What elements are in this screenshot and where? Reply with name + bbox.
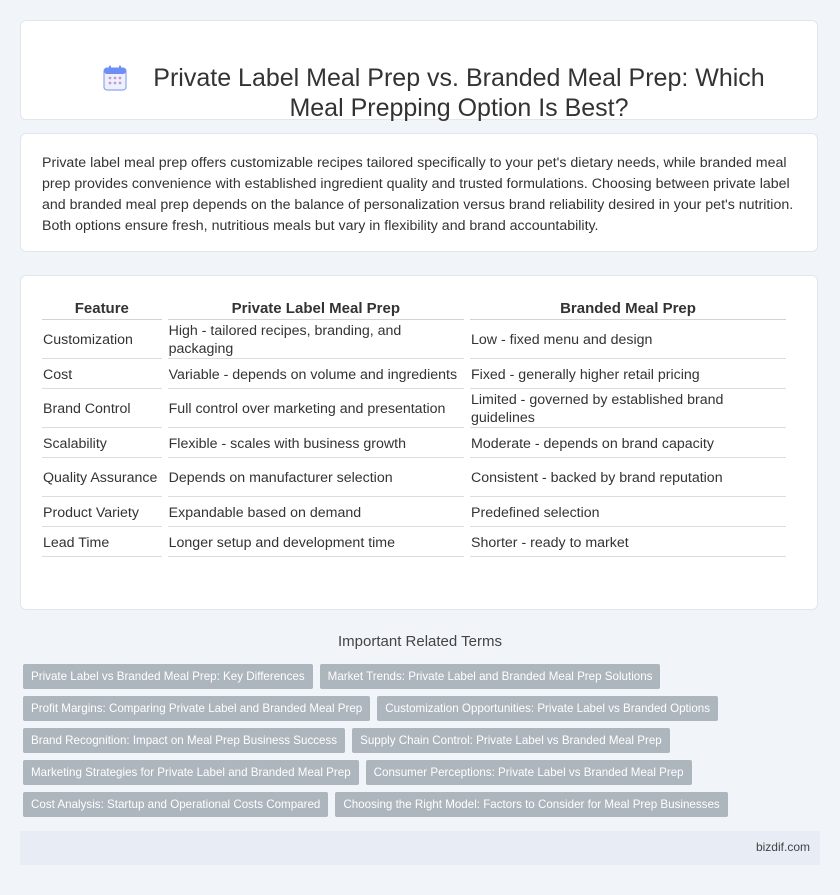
tag-row — [23, 664, 813, 689]
table-cell: Cost — [42, 361, 162, 389]
table-row — [42, 322, 786, 359]
table-cell: Moderate - depends on brand capacity — [470, 430, 786, 458]
related-terms-tags — [23, 664, 813, 824]
table-header-row — [42, 295, 786, 320]
table-row — [42, 529, 786, 557]
table-row — [42, 361, 786, 389]
table-cell: Quality Assurance — [42, 460, 162, 497]
table-cell: Depends on manufacturer selection — [168, 460, 464, 497]
intro-card — [20, 133, 818, 252]
tag-row — [23, 792, 813, 817]
comparison-table-card — [20, 275, 818, 610]
table-cell: Flexible - scales with business growth — [168, 430, 464, 458]
table-row — [42, 391, 786, 428]
header-branded: Branded Meal Prep — [470, 295, 786, 320]
related-term-link[interactable]: Market Trends: Private Label and Branded Meal Prep Solutions — [320, 664, 661, 689]
table-cell: Longer setup and development time — [168, 529, 464, 557]
tag-row — [23, 728, 813, 753]
table-row — [42, 499, 786, 527]
table-cell: Predefined selection — [470, 499, 786, 527]
footer — [20, 831, 820, 865]
related-terms-title: Important Related Terms — [338, 633, 502, 650]
table-cell: Full control over marketing and presentation — [168, 391, 464, 428]
table-cell: Customization — [42, 322, 162, 359]
page-title: Private Label Meal Prep vs. Branded Meal Prep: Which Meal Prepping Option Is Best? — [153, 64, 765, 122]
site-name[interactable]: bizdif.com — [755, 840, 810, 854]
calendar-icon — [103, 65, 127, 91]
related-term-link[interactable]: Choosing the Right Model: Factors to Consider for Meal Prep Businesses — [335, 792, 727, 817]
header-private-label: Private Label Meal Prep — [168, 295, 464, 320]
intro-paragraph: Private label meal prep offers customizable recipes tailored specifically to your pet's dietary needs, while branded meal prep provides convenience with established ingredient quality and trusted formulations. Choosing between private label and branded meal prep depends on the balance of personalization versus brand reliability desired in your pet's nutrition. Both options ensure fresh, nutritious meals but vary in flexibility and brand accountability. — [42, 155, 794, 234]
table-cell: Limited - governed by established brand guidelines — [470, 391, 786, 428]
table-cell: Expandable based on demand — [168, 499, 464, 527]
header-feature: Feature — [42, 295, 162, 320]
tag-row — [23, 760, 813, 785]
tag-row — [23, 696, 813, 721]
title-card — [20, 20, 818, 120]
table-row — [42, 460, 786, 497]
table-cell: Low - fixed menu and design — [470, 322, 786, 359]
related-term-link[interactable]: Profit Margins: Comparing Private Label and Branded Meal Prep — [23, 696, 370, 721]
related-term-link[interactable]: Cost Analysis: Startup and Operational Costs Compared — [23, 792, 328, 817]
comparison-table — [36, 293, 792, 559]
related-term-link[interactable]: Consumer Perceptions: Private Label vs Branded Meal Prep — [366, 760, 692, 785]
table-cell: Fixed - generally higher retail pricing — [470, 361, 786, 389]
table-cell: Consistent - backed by brand reputation — [470, 460, 786, 497]
table-cell: Lead Time — [42, 529, 162, 557]
table-cell: Brand Control — [42, 391, 162, 428]
related-term-link[interactable]: Brand Recognition: Impact on Meal Prep Business Success — [23, 728, 345, 753]
related-term-link[interactable]: Private Label vs Branded Meal Prep: Key Differences — [23, 664, 313, 689]
table-cell: Shorter - ready to market — [470, 529, 786, 557]
table-cell: Scalability — [42, 430, 162, 458]
table-cell: Product Variety — [42, 499, 162, 527]
table-cell: High - tailored recipes, branding, and packaging — [168, 322, 464, 359]
related-term-link[interactable]: Customization Opportunities: Private Label vs Branded Options — [377, 696, 718, 721]
related-term-link[interactable]: Marketing Strategies for Private Label and Branded Meal Prep — [23, 760, 359, 785]
table-cell: Variable - depends on volume and ingredients — [168, 361, 464, 389]
related-term-link[interactable]: Supply Chain Control: Private Label vs Branded Meal Prep — [352, 728, 670, 753]
table-row — [42, 430, 786, 458]
